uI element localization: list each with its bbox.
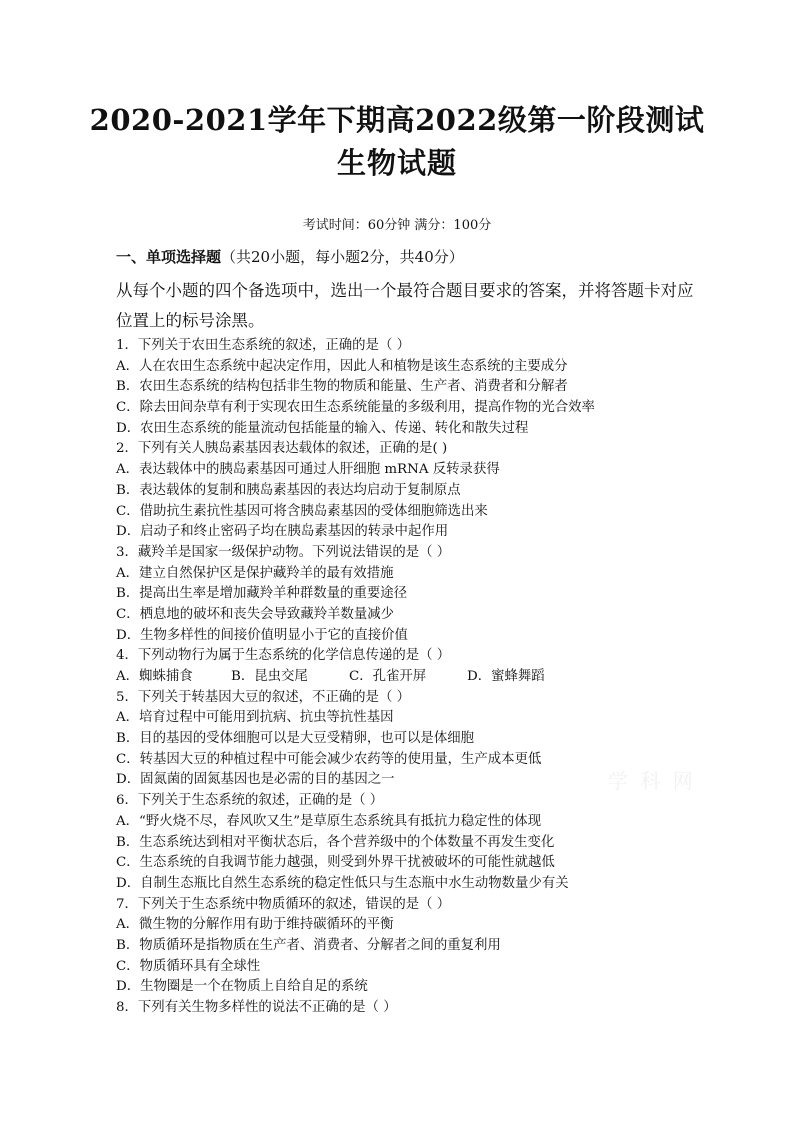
option-b: B．物质循环是指物质在生产者、消费者、分解者之间的重复利用: [116, 937, 501, 953]
option-row: [116, 667, 716, 688]
option-b: B．农田生态系统的结构包括非生物的物质和能量、生产者、消费者和分解者: [116, 379, 568, 395]
option-c: C．借助抗生素抗性基因可将含胰岛素基因的受体细胞筛选出来: [116, 503, 488, 519]
option-c: C．栖息地的破坏和丧失会导致藏羚羊数量减少: [116, 606, 395, 622]
option-b: B．目的基因的受体细胞可以是大豆受精卵，也可以是体细胞: [116, 731, 474, 747]
option-a: A．蜘蛛捕食: [116, 669, 193, 684]
option-a: A．培育过程中可能用到抗病、抗虫等抗性基因: [116, 710, 394, 726]
section-heading-note: （共20小题，每小题2分，共40分）: [221, 248, 464, 266]
exam-title: 2020-2021学年下期高2022级第一阶段测试: [89, 103, 705, 137]
question-stem: 1．下列关于农田生态系统的叙述，正确的是（ ）: [116, 338, 410, 353]
exam-subject-title: 生物试题: [336, 146, 457, 180]
option-d: D．农田生态系统的能量流动包括能量的输入、传递、转化和散失过程: [116, 420, 529, 436]
question-stem: 5．下列关于转基因大豆的叙述，不正确的是（ ）: [116, 689, 410, 705]
watermark: 学 科 网: [608, 769, 696, 793]
option-d: D．生物多样性的间接价值明显小于它的直接价值: [116, 627, 408, 643]
question-4: [116, 646, 716, 687]
option-a: A．建立自然保护区是保护藏羚羊的最有效措施: [116, 565, 394, 581]
option-a: A．表达载体中的胰岛素基因可通过人肝细胞 mRNA 反转录获得: [116, 462, 500, 478]
question-stem: 7．下列关于生态系统中物质循环的叙述，错误的是（ ）: [116, 896, 451, 912]
option-d: D．固氮菌的固氮基因也是必需的目的基因之一: [116, 772, 395, 788]
section-heading: [116, 246, 464, 268]
question-7: [116, 895, 716, 998]
section-instruction: 从每个小题的四个备选项中，选出一个最符合题目要求的答案，并将答题卡对应位置上的标号涂黑。: [116, 281, 694, 330]
question-1: [116, 336, 716, 439]
exam-meta: 考试时间：60分钟 满分：100分: [302, 218, 492, 233]
option-d: D．自制生态瓶比自然生态系统的稳定性低只与生态瓶中水生动物数量少有关: [116, 875, 569, 891]
question-stem: 4．下列动物行为属于生态系统的化学信息传递的是（ ）: [116, 648, 451, 664]
option-c: C．生态系统的自我调节能力越强，则受到外界干扰被破坏的可能性就越低: [116, 855, 555, 871]
question-stem: 8．下列有关生物多样性的说法不正确的是（ ）: [116, 1000, 397, 1015]
option-b: B．生态系统达到相对平衡状态后，各个营养级中的个体数量不再发生变化: [116, 834, 555, 850]
option-a: A．“野火烧不尽，春风吹又生”是草原生态系统具有抵抗力稳定性的体现: [116, 813, 542, 829]
option-b: B．昆虫交尾: [231, 669, 308, 684]
question-stem: 2．下列有关人胰岛素基因表达载体的叙述，正确的是( ): [116, 441, 448, 457]
question-2: [116, 439, 716, 542]
question-list: [116, 336, 716, 1019]
option-c: C．除去田间杂草有利于实现农田生态系统能量的多级利用，提高作物的光合效率: [116, 400, 595, 416]
section-heading-label: 一、单项选择题: [116, 248, 222, 266]
question-8: [116, 998, 716, 1019]
option-b: B．提高出生率是增加藏羚羊种群数量的重要途径: [116, 586, 408, 602]
option-a: A．人在农田生态系统中起决定作用，因此人和植物是该生态系统的主要成分: [116, 358, 568, 374]
option-a: A．微生物的分解作用有助于维持碳循环的平衡: [116, 917, 394, 933]
option-c: C．物质循环具有全球性: [116, 958, 261, 974]
option-d: D．生物圈是一个在物质上自给自足的系统: [116, 979, 368, 995]
option-d: D．启动子和终止密码子均在胰岛素基因的转录中起作用: [116, 524, 449, 540]
option-c: C．孔雀开屏: [349, 669, 427, 684]
question-stem: 3．藏羚羊是国家一级保护动物。下列说法错误的是（ ）: [116, 544, 451, 560]
question-3: [116, 543, 716, 646]
option-b: B．表达载体的复制和胰岛素基因的表达均启动于复制原点: [116, 482, 461, 498]
option-c: C．转基因大豆的种植过程中可能会减少农药等的使用量，生产成本更低: [116, 751, 542, 767]
option-d: D．蜜蜂舞蹈: [467, 669, 545, 684]
question-6: [116, 791, 716, 894]
question-stem: 6．下列关于生态系统的叙述，正确的是（ ）: [116, 793, 384, 809]
